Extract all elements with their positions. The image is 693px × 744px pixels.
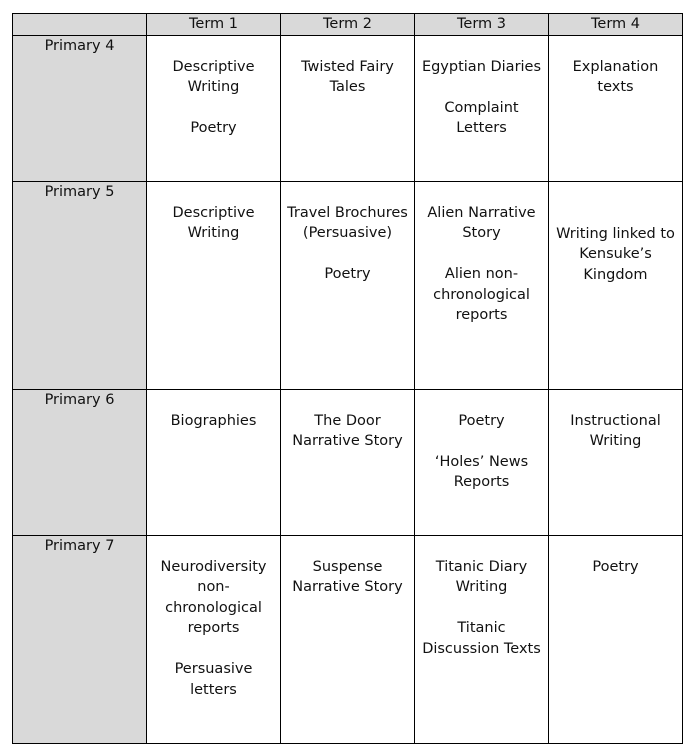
term-3-cell	[415, 35, 549, 181]
unit-entry: Titanic Diary Writing	[435, 558, 528, 595]
corner-cell	[13, 14, 147, 36]
term-3-cell	[415, 535, 549, 743]
cell-content	[285, 411, 410, 452]
year-label: Primary 5	[13, 181, 147, 389]
unit-entry: Neurodiversity non-chronological reports	[160, 558, 267, 636]
cell-content	[151, 203, 276, 244]
term-1-cell	[147, 35, 281, 181]
term-3-cell	[415, 181, 549, 389]
cell-content	[553, 57, 678, 98]
term-1-cell	[147, 181, 281, 389]
cell-content	[553, 224, 678, 286]
unit-entry: Writing linked to Kensuke’s Kingdom	[556, 225, 675, 283]
cell-content	[151, 57, 276, 139]
cell-content	[285, 557, 410, 598]
unit-entry: ‘Holes’ News Reports	[434, 453, 529, 490]
term-4-cell	[549, 389, 683, 535]
unit-entry: Poetry	[190, 120, 237, 136]
term-3-header: Term 3	[415, 14, 549, 36]
term-2-cell	[281, 181, 415, 389]
unit-entry: Biographies	[170, 412, 257, 429]
term-4-cell	[549, 181, 683, 389]
header-row	[13, 14, 683, 36]
cell-content	[553, 557, 678, 578]
cell-content	[553, 411, 678, 452]
cell-content	[151, 411, 276, 432]
year-label: Primary 4	[13, 35, 147, 181]
cell-content	[285, 57, 410, 98]
unit-entry: Complaint Letters	[444, 99, 519, 136]
table-row	[13, 35, 683, 181]
term-2-cell	[281, 35, 415, 181]
term-1-header: Term 1	[147, 14, 281, 36]
term-1-cell	[147, 389, 281, 535]
unit-entry: Instructional Writing	[570, 412, 661, 449]
unit-entry: The Door Narrative Story	[292, 412, 403, 449]
unit-entry: Alien Narrative Story	[427, 204, 536, 241]
year-label: Primary 6	[13, 389, 147, 535]
unit-entry: Egyptian Diaries	[421, 58, 542, 75]
unit-entry: Explanation texts	[572, 58, 659, 95]
table-row	[13, 535, 683, 743]
term-4-cell	[549, 35, 683, 181]
unit-entry: Suspense Narrative Story	[292, 558, 403, 595]
term-2-header: Term 2	[281, 14, 415, 36]
cell-content	[419, 411, 544, 493]
unit-entry: Descriptive Writing	[172, 204, 255, 241]
term-4-header: Term 4	[549, 14, 683, 36]
table-row	[13, 389, 683, 535]
table-row	[13, 181, 683, 389]
cell-content	[419, 203, 544, 326]
unit-entry: Travel Brochures (Persuasive)	[287, 204, 408, 241]
cell-content	[419, 557, 544, 660]
term-4-cell	[549, 535, 683, 743]
year-label: Primary 7	[13, 535, 147, 743]
unit-entry: Persuasive letters	[174, 661, 253, 698]
unit-entry: Poetry	[324, 266, 371, 282]
unit-entry: Descriptive Writing	[172, 58, 255, 95]
unit-entry: Poetry	[458, 412, 505, 429]
term-1-cell	[147, 535, 281, 743]
cell-content	[419, 57, 544, 139]
unit-entry: Twisted Fairy Tales	[301, 58, 394, 95]
term-3-cell	[415, 389, 549, 535]
term-2-cell	[281, 535, 415, 743]
unit-entry: Alien non-chronological reports	[433, 266, 530, 323]
term-2-cell	[281, 389, 415, 535]
cell-content	[285, 203, 410, 285]
cell-content	[151, 557, 276, 701]
curriculum-table	[12, 13, 683, 744]
unit-entry: Titanic Discussion Texts	[422, 620, 541, 657]
unit-entry: Poetry	[592, 558, 639, 575]
